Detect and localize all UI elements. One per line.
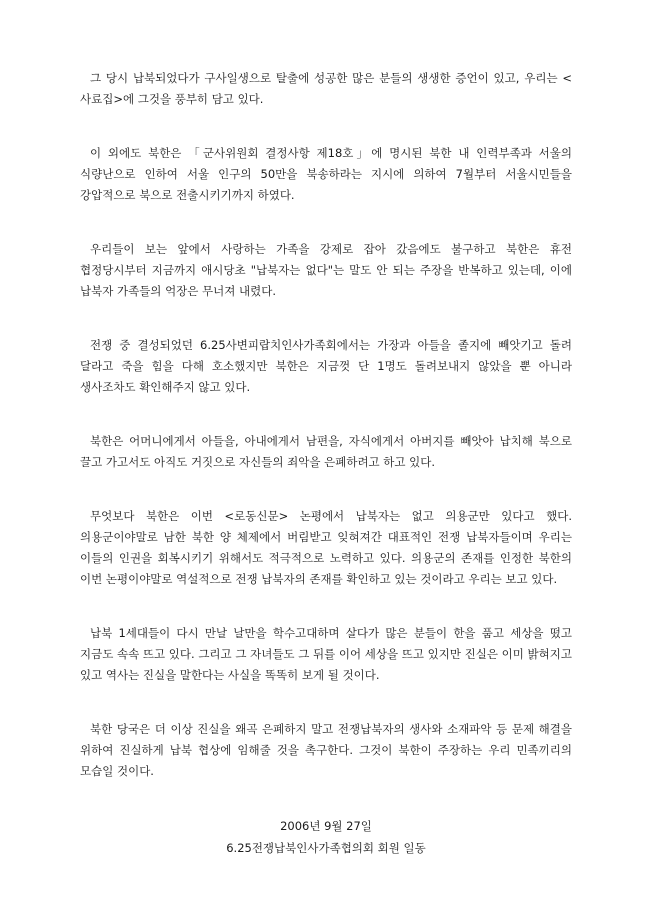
signature-block	[80, 815, 572, 859]
paragraph-7: 납북 1세대들이 다시 만날 날만을 학수고대하며 살다가 많은 분들이 한을 품고 세상을 떴고 지금도 속속 뜨고 있다. 그리고 그 자녀들도 그 뒤를 이어 세상을 뜨고 있지만 진실은 이미 밝혀지고 있고 역사는 진실을 말한다는 사실을 똑똑히 보게 될 것이다.	[80, 626, 572, 682]
paragraph-6: 무엇보다 북한은 이번 <로동신문> 논평에서 납북자는 없고 의용군만 있다고 했다. 의용군이야말로 남한 북한 양 체제에서 버림받고 잊혀져간 대표적인 전쟁 납북자들이며 우리는 이들의 인권을 회복시키기 위해서도 적극적으로 노력하고 있다. 의용군의 존재를 인정한 북한의 이번 논평이야말로 역설적으로 전쟁 납북자의 존재를 확인하고 있는 것이라고 우리는 보고 있다.	[80, 509, 572, 586]
paragraph-5: 북한은 어머니에게서 아들을, 아내에게서 남편을, 자식에게서 아버지를 빼앗아 납치해 북으로 끌고 가고서도 아직도 거짓으로 자신들의 죄악을 은폐하려고 하고 있다.	[80, 434, 572, 469]
document-body	[80, 68, 572, 859]
paragraph-4: 전쟁 중 결성되었던 6.25사변피랍치인사가족회에서는 가장과 아들을 졸지에 빼앗기고 돌려 달라고 죽을 힘을 다해 호소했지만 북한은 지금껏 단 1명도 돌려보내지 않았을 뿐 아니라 생사조차도 확인해주지 않고 있다.	[80, 338, 572, 394]
paragraph-2: 이 외에도 북한은 「군사위원회 결정사항 제18호」에 명시된 북한 내 인력부족과 서울의 식량난으로 인하여 서울 인구의 50만을 북송하라는 지시에 의하여 7월부터 서울시민들을 강압적으로 북으로 전출시키기까지 하였다.	[80, 146, 572, 202]
document-date: 2006년 9월 27일	[280, 819, 372, 833]
paragraph-8: 북한 당국은 더 이상 진실을 왜곡 은폐하지 말고 전쟁납북자의 생사와 소재파악 등 문제 해결을 위하여 진실하게 납북 협상에 임해줄 것을 촉구한다. 그것이 북한이 주장하는 우리 민족끼리의 모습일 것이다.	[80, 722, 572, 778]
paragraph-1: 그 당시 납북되었다가 구사일생으로 탈출에 성공한 많은 분들의 생생한 증언이 있고, 우리는 <사료집>에 그것을 풍부히 담고 있다.	[80, 71, 572, 106]
signatory: 6.25전쟁납북인사가족협의회 회원 일동	[226, 841, 426, 855]
paragraph-3: 우리들이 보는 앞에서 사랑하는 가족을 강제로 잡아 갔음에도 불구하고 북한은 휴전 협정당시부터 지금까지 애시당초 "납북자는 없다"는 말도 안 되는 주장을 반복하고 있는데, 이에 납북자 가족들의 억장은 무너져 내렸다.	[80, 242, 572, 298]
